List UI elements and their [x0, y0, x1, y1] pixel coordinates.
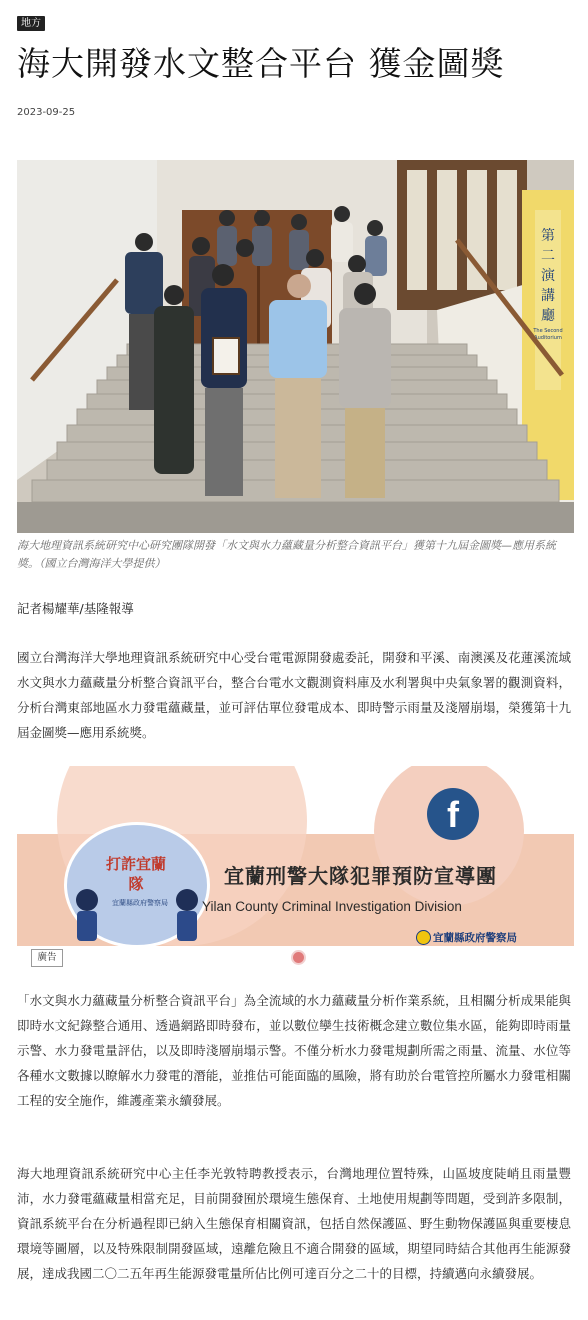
- ad-subtitle: Yilan County Criminal Investigation Division: [202, 899, 462, 914]
- article-headline: 海大開發水文整合平台 獲金圖獎: [17, 44, 505, 83]
- police-logo-icon: [416, 930, 431, 945]
- sign-en-1: The Second: [533, 328, 563, 334]
- sign-char-5: 廳: [541, 308, 555, 324]
- ad-badge-subtext: 宜蘭縣政府警察局: [112, 899, 168, 907]
- ad-badge-text: 打詐宜蘭隊: [105, 855, 166, 893]
- photo-caption: 海大地理資訊系統研究中心研究團隊開發「水文與水力蘊藏量分析整合資訊平台」獲第十九屆金圖獎—應用系統獎。（國立台灣海洋大學提供）: [17, 539, 556, 570]
- ad-banner[interactable]: [17, 766, 574, 946]
- sign-en-2: Auditorium: [534, 335, 562, 341]
- ad-agency: 宜蘭縣政府警察局: [433, 932, 517, 944]
- category-tag[interactable]: 地方: [17, 16, 45, 31]
- paragraph-1: 國立台灣海洋大學地理資訊系統研究中心受台電電源開發處委託，開發和平溪、南澳溪及花蓮溪流域水文與水力蘊藏量分析整合資訊平台，整合台電水文觀測資料庫及水利署與中央氣象署的觀測資料，分析台灣東部地區水力發電蘊藏量，並可評估單位發電成本、即時警示雨量及淺層崩塌，榮獲第十九屆金圖獎—應用系統獎。: [17, 650, 571, 740]
- paragraph-3: 海大地理資訊系統研究中心主任李光敦特聘教授表示，台灣地理位置特殊，山區坡度陡峭且雨量豐沛，水力發電蘊藏量相當充足，目前開發囿於環境生態保育、土地使用規劃等問題，受到許多限制，資訊系統平台在分析過程即已納入生態保育相關資訊，包括自然保護區、野生動物保護區與重要棲息環境等圖層，以及特殊限制開發區域，遠離危險且不適合開發的區域，期望同時結合其他再生能源發展，達成我國二〇二五年再生能源發電量所佔比例可達百分之二十的目標，持續邁向永續發展。: [17, 1166, 571, 1281]
- sign-char-1: 第: [541, 228, 555, 244]
- article-photo: [17, 160, 574, 533]
- byline: 記者楊耀華/基隆報導: [17, 601, 134, 616]
- ad-label: 廣告: [31, 949, 63, 967]
- carousel-dot[interactable]: [291, 950, 306, 965]
- paragraph-2: 「水文與水力蘊藏量分析整合資訊平台」為全流域的水力蘊藏量分析作業系統，且相關分析成果能與即時水文紀錄整合通用、透過網路即時發布，並以數位孿生技術概念建立數位集水區，能夠即時雨量示警、水力發電量評估，以及即時淺層崩塌示警。不僅分析水力發電規劃所需之雨量、流量、水位等各種水文數據以瞭解水力發電的潛能，並推估可能面臨的風險，將有助於台電管控所屬水力發電相關工程的安全施作，維護產業永續發展。: [17, 993, 571, 1108]
- police-mascots-icon: [57, 886, 217, 946]
- ad-title: 宜蘭刑警大隊犯罪預防宣導團: [224, 864, 497, 888]
- publish-date: 2023-09-25: [17, 107, 76, 118]
- sign-char-4: 講: [541, 288, 555, 304]
- sign-char-2: 二: [541, 248, 555, 264]
- facebook-icon[interactable]: f: [427, 788, 479, 840]
- sign-char-3: 演: [541, 268, 555, 284]
